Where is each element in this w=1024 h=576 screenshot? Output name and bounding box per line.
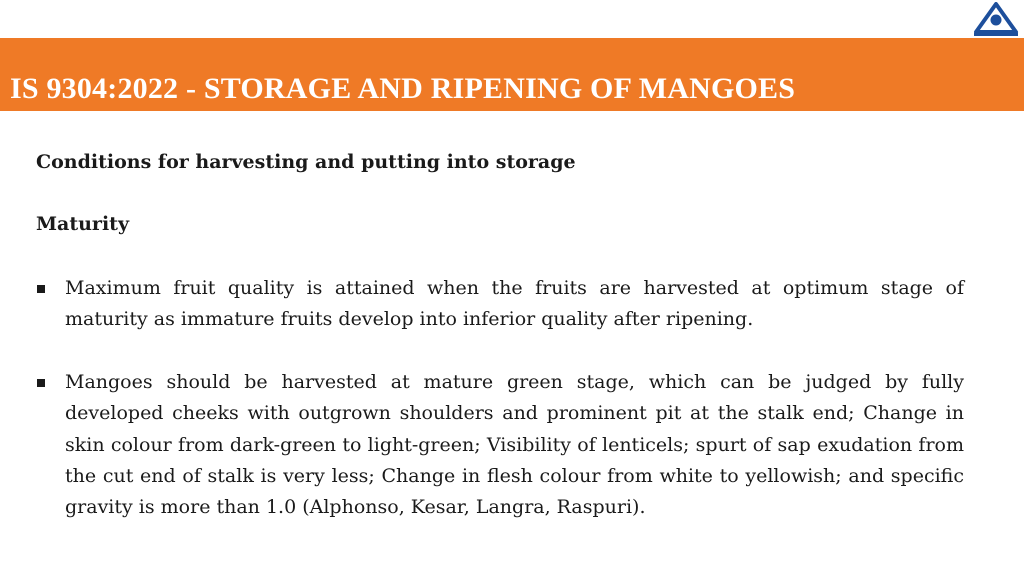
bis-logo-icon — [972, 2, 1020, 38]
section-heading: Conditions for harvesting and putting into storage — [36, 151, 576, 173]
square-bullet-icon — [37, 379, 45, 387]
slide-content — [36, 148, 964, 524]
bullet-item — [36, 273, 964, 336]
bullet-list — [36, 273, 964, 524]
bullet-text: Maximum fruit quality is attained when the fruits are harvested at optimum stage of maturity as immature fruits develop into inferior quality after ripening. — [65, 277, 964, 331]
bullet-item — [36, 367, 964, 524]
square-bullet-icon — [37, 285, 45, 293]
bullet-text: Mangoes should be harvested at mature green stage, which can be judged by fully developed cheeks with outgrown shoulders and prominent pit at the stalk end; Change in skin colour from dark-green to light-green; Visibility of lenticels; spurt of sap exudation from the cut end of stalk is very less; Change in flesh colour from white to yellowish; and specific gravity is more than 1.0 (Alphonso, Kesar, Langra, Raspuri). — [65, 370, 964, 519]
slide-title: IS 9304:2022 - STORAGE AND RIPENING OF MANGOES — [10, 72, 796, 105]
sub-heading: Maturity — [36, 213, 129, 235]
